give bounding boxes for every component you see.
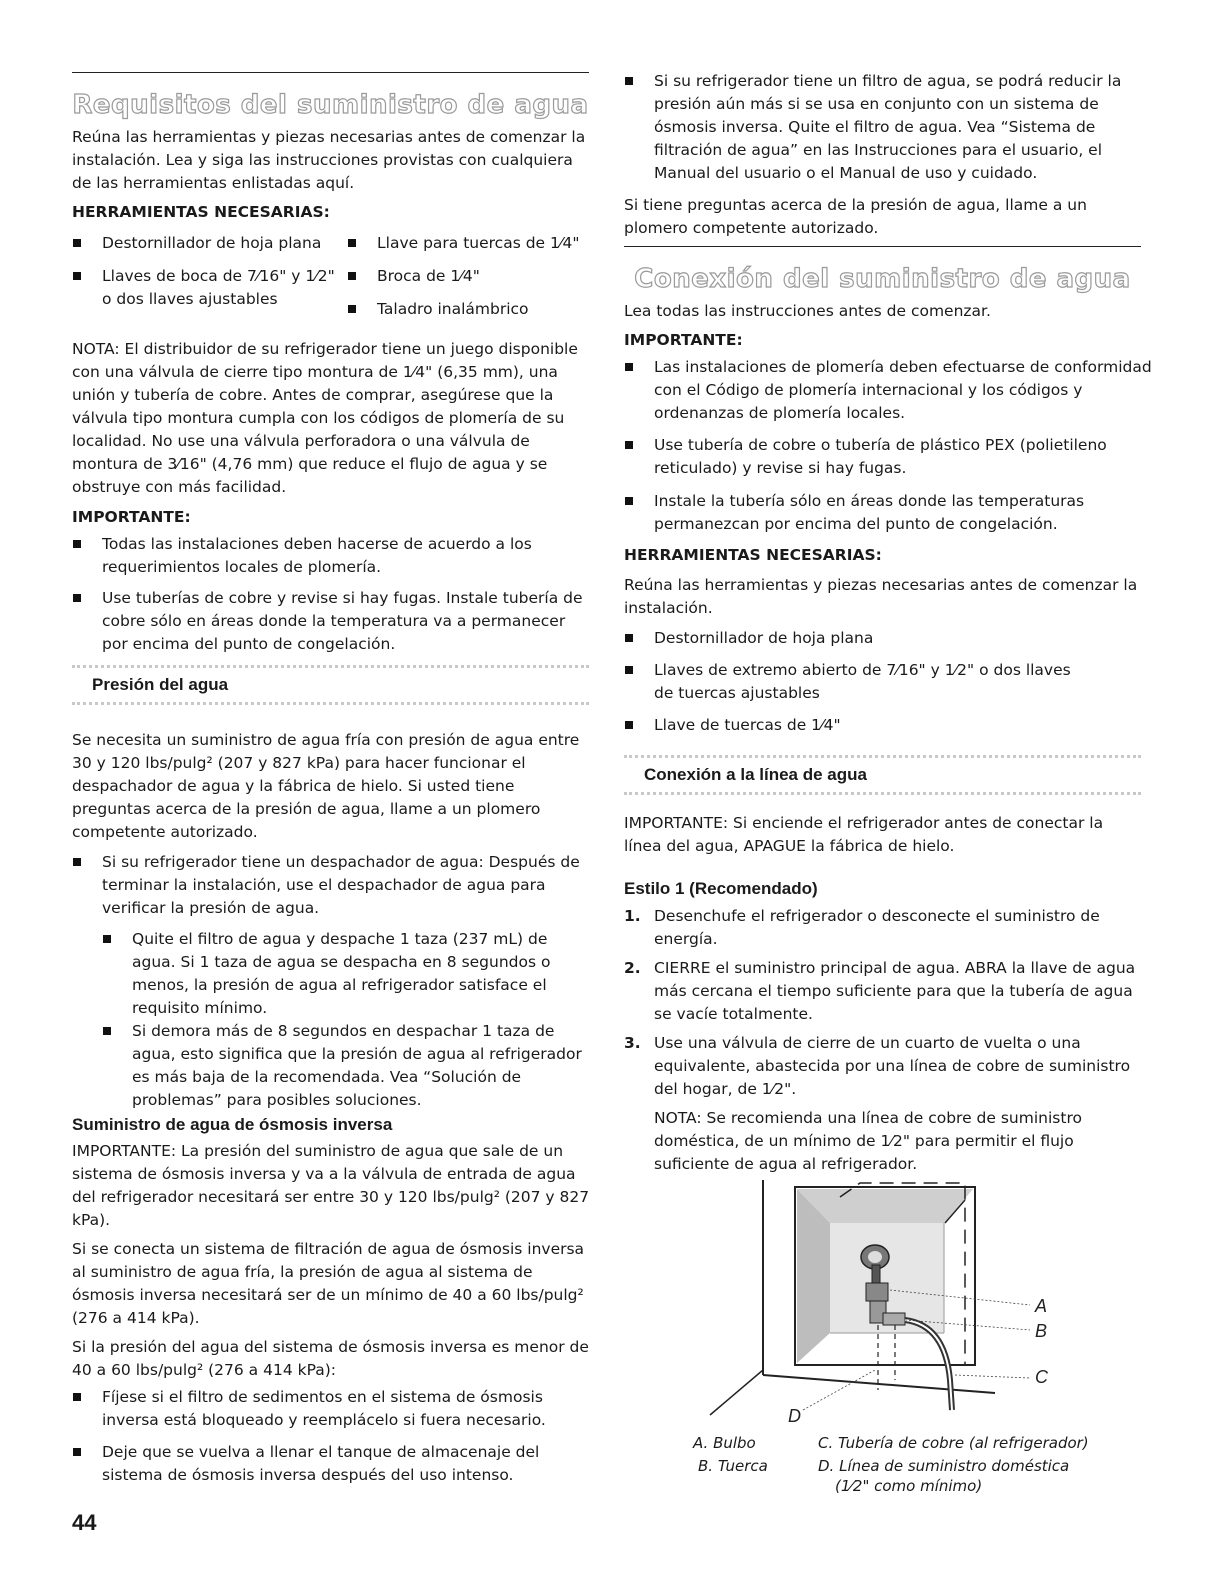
section-title-water-connection: Conexión del suministro de agua	[634, 264, 1131, 294]
step-nota: NOTA: Se recomienda una línea de cobre de suministro doméstica, de un mínimo de 1⁄2" para permitir el flujo suficiente de agua al refrigerador.	[654, 1109, 1082, 1173]
subsection-heading-water-pressure: Presión del agua	[72, 665, 589, 705]
importante-heading: IMPORTANTE:	[72, 508, 191, 526]
step-number: 1.	[624, 907, 641, 925]
osmosis-item	[72, 1386, 587, 1432]
presion-sub-bullet	[72, 928, 587, 1020]
step	[624, 1032, 1154, 1101]
figure-label-b: B	[1035, 1321, 1048, 1341]
right-tool-item	[624, 714, 1154, 737]
presion-paragraph: Se necesita un suministro de agua fría con presión de agua entre 30 y 120 lbs/pulg² (207 y 827 kPa) para hacer funcionar el despachador de agua y la fábrica de hielo. Si usted tiene preguntas acerca de la presión de agua, llame a un plomero competente autorizado.	[72, 731, 580, 841]
step-number: 2.	[624, 959, 641, 977]
section-title-water-supply-requirements: Requisitos del suministro de agua	[72, 90, 589, 120]
presion-sub-bullet	[72, 1020, 587, 1112]
tool-label: Destornillador de hoja plana	[102, 234, 322, 252]
item-text: Quite el filtro de agua y despache 1 taza (237 mL) de agua. Si 1 taza de agua se despacha en 8 segundos o menos, la presión de agua al refrigerador satisface el requisito mínimo.	[132, 930, 551, 1017]
step-number: 3.	[624, 1034, 641, 1052]
right-tool-item	[624, 659, 1094, 705]
importante-item	[72, 533, 592, 579]
subsection-heading-water-line-connection: Conexión a la línea de agua	[624, 755, 1141, 795]
caption-d: D. Línea de suministro doméstica	[818, 1457, 1070, 1475]
step	[624, 905, 1154, 951]
water-line-figure	[690, 1175, 1070, 1430]
step	[624, 957, 1154, 1026]
item-text: Las instalaciones de plomería deben efectuarse de conformidad con el Código de plomería internacional y los códigos y ordenanzas de plomería locales.	[654, 358, 1152, 422]
item-text: Instale la tubería sólo en áreas donde las temperaturas permanezcan por encima del punto de congelación.	[654, 492, 1085, 533]
presion-bullet	[72, 851, 587, 920]
section-rule-right	[624, 246, 1141, 247]
right-tool-item	[624, 627, 1154, 650]
conexion-paragraph: IMPORTANTE: Si enciende el refrigerador antes de conectar la línea del agua, APAGUE la fábrica de hielo.	[624, 814, 1104, 855]
figure-label-a: A	[1035, 1296, 1048, 1316]
tool-item-continuation: o dos llaves ajustables	[102, 290, 278, 308]
top-bullet	[624, 70, 1154, 185]
osmosis-paragraph-2: Si se conecta un sistema de filtración de agua de ósmosis inversa al suministro de agua fría, la presión de agua al sistema de ósmosis inversa necesitará ser de un mínimo de 40 a 60 lbs/pulg² (276 a 414 kPa).	[72, 1240, 585, 1327]
item-text: Si su refrigerador tiene un filtro de agua, se podrá reducir la presión aún más si se usa en conjunto con un sistema de ósmosis inversa. Quite el filtro de agua. Vea “Sistema de filtración de agua” en las Instrucciones para el usuario, el Manual del usuario o el Manual de uso y cuidado.	[654, 72, 1122, 182]
caption-b: B. Tuerca	[698, 1457, 768, 1475]
right-tools-heading: HERRAMIENTAS NECESARIAS:	[624, 546, 882, 564]
tools-heading: HERRAMIENTAS NECESARIAS:	[72, 203, 330, 221]
importante-item	[72, 587, 592, 656]
tool-item	[347, 265, 480, 288]
item-text: Si demora más de 8 segundos en despachar 1 taza de agua, esto significa que la presión de agua al refrigerador es más baja de la recomendada. Vea “Solución de problemas” para posibles soluciones.	[132, 1022, 582, 1109]
page-number: 44	[72, 1510, 97, 1535]
tool-label: Broca de 1⁄4"	[377, 267, 480, 285]
nota-paragraph: NOTA: El distribuidor de su refrigerador tiene un juego disponible con una válvula de cierre tipo montura de 1⁄4" (6,35 mm), una unión y tubería de cobre. Antes de comprar, asegúrese que la válvula tipo montura cumpla con los códigos de plomería de su localidad. No use una válvula perforadora o una válvula de montura de 3⁄16" (4,76 mm) que reduce el flujo de agua y se obstruye con más facilidad.	[72, 340, 578, 496]
step-text: Desenchufe el refrigerador o desconecte el suministro de energía.	[654, 907, 1100, 948]
osmosis-paragraph-3: Si la presión del agua del sistema de ósmosis inversa es menor de 40 a 60 lbs/pulg² (276 a 414 kPa):	[72, 1338, 589, 1379]
item-text: Fíjese si el filtro de sedimentos en el sistema de ósmosis inversa está bloqueado y reemplácelo si fuera necesario.	[102, 1388, 546, 1429]
caption-c: C. Tubería de cobre (al refrigerador)	[818, 1434, 1089, 1452]
item-text: Use tubería de cobre o tubería de plástico PEX (polietileno reticulado) y revise si hay fugas.	[654, 436, 1107, 477]
tool-item	[72, 232, 321, 255]
tool-label: Taladro inalámbrico	[377, 300, 529, 318]
right-importante-heading: IMPORTANTE:	[624, 331, 743, 349]
right-intro: Lea todas las instrucciones antes de comenzar.	[624, 302, 991, 320]
osmosis-item	[72, 1441, 587, 1487]
item-text: Deje que se vuelva a llenar el tanque de almacenaje del sistema de ósmosis inversa después del uso intenso.	[102, 1443, 540, 1484]
top-paragraph: Si tiene preguntas acerca de la presión de agua, llame a un plomero competente autorizado.	[624, 196, 1087, 237]
item-text: Use tuberías de cobre y revise si hay fugas. Instale tubería de cobre sólo en áreas donde la temperatura va a permanecer por encima del punto de congelación.	[102, 589, 583, 653]
item-text: Destornillador de hoja plana	[654, 629, 874, 647]
right-importante-item	[624, 434, 1164, 480]
step-text: CIERRE el suministro principal de agua. ABRA la llave de agua más cercana el tiempo suficiente para que la tubería de agua se vacíe totalmente.	[654, 959, 1136, 1023]
caption-d-note: (1⁄2" como mínimo)	[835, 1477, 983, 1495]
top-rule-left	[72, 72, 589, 73]
tool-item	[347, 298, 529, 321]
tool-label: Llaves de boca de 7⁄16" y 1⁄2"	[102, 267, 335, 285]
osmosis-heading: Suministro de agua de ósmosis inversa	[72, 1115, 393, 1134]
tool-item	[347, 232, 579, 255]
right-tools-intro: Reúna las herramientas y piezas necesarias antes de comenzar la instalación.	[624, 576, 1138, 617]
figure-label-c: C	[1035, 1367, 1048, 1387]
right-importante-item	[624, 490, 1164, 536]
tool-label: Llave para tuercas de 1⁄4"	[377, 234, 580, 252]
item-text: Llave de tuercas de 1⁄4"	[654, 716, 841, 734]
osmosis-paragraph-1: IMPORTANTE: La presión del suministro de agua que sale de un sistema de ósmosis inversa y va a la válvula de entrada de agua del refrigerador necesitará ser entre 30 y 120 lbs/pulg² (207 y 827 kPa).	[72, 1142, 590, 1229]
figure-label-d: D	[788, 1406, 801, 1426]
caption-a: A. Bulbo	[693, 1434, 756, 1452]
step-text: Use una válvula de cierre de un cuarto de vuelta o una equivalente, abastecida por una línea de cobre de suministro del hogar, de 1⁄2".	[654, 1034, 1131, 1098]
item-text: Todas las instalaciones deben hacerse de acuerdo a los requerimientos locales de plomería.	[102, 535, 532, 576]
estilo-heading: Estilo 1 (Recomendado)	[624, 879, 818, 898]
item-text: Si su refrigerador tiene un despachador de agua: Después de terminar la instalación, use el despachador de agua para verificar la presión de agua.	[102, 853, 580, 917]
right-importante-item	[624, 356, 1164, 425]
intro-paragraph: Reúna las herramientas y piezas necesarias antes de comenzar la instalación. Lea y siga las instrucciones provistas con cualquiera de las herramientas enlistadas aquí.	[72, 128, 586, 192]
tool-item	[72, 265, 335, 288]
item-text: Llaves de extremo abierto de 7⁄16" y 1⁄2" o dos llaves de tuercas ajustables	[654, 661, 1071, 702]
